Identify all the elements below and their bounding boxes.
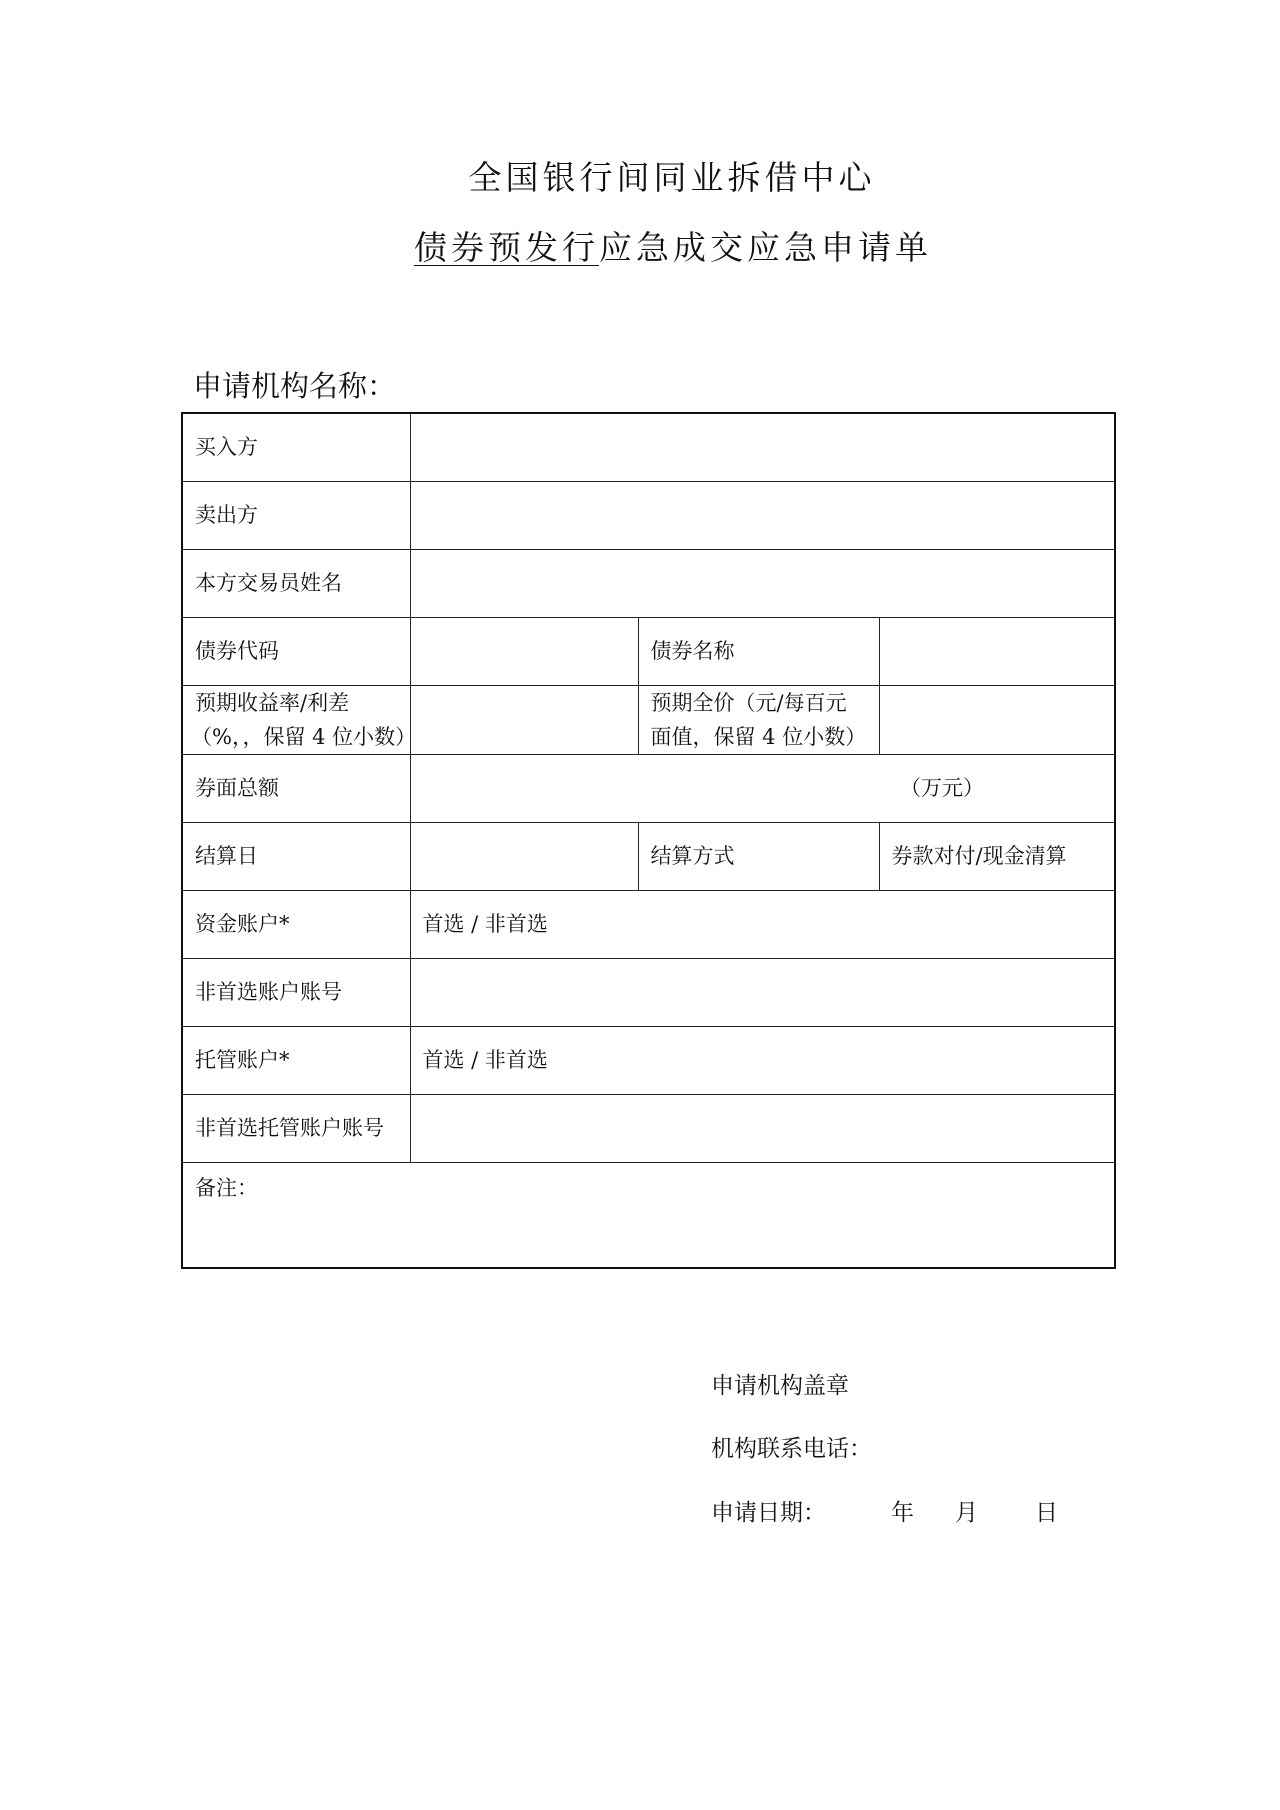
row-trader <box>182 549 1115 617</box>
application-date <box>711 1494 1058 1527</box>
settle-method-label: 结算方式 <box>638 822 879 890</box>
row-non-pref-custody <box>182 1094 1115 1162</box>
row-buyer <box>182 413 1115 481</box>
settle-method-value[interactable]: 券款对付/现金清算 <box>879 822 1115 890</box>
row-non-pref-account <box>182 958 1115 1026</box>
trader-name-label: 本方交易员姓名 <box>182 549 410 617</box>
month-label: 月 <box>955 1500 978 1526</box>
org-name-label: 申请机构名称： <box>193 369 397 403</box>
row-remarks <box>182 1162 1115 1268</box>
bond-code-label: 债券代码 <box>182 617 410 685</box>
title-underlined-part: 债券预发行 <box>414 228 599 267</box>
expected-price-field[interactable] <box>879 685 1115 754</box>
face-total-field[interactable] <box>410 754 1115 822</box>
settle-date-label: 结算日 <box>182 822 410 890</box>
expected-price-line1: 预期全价（元/每百元 <box>650 690 847 715</box>
expected-yield-line1: 预期收益率/利差 <box>195 690 350 715</box>
expected-yield-field[interactable] <box>410 685 638 754</box>
day-label: 日 <box>1035 1500 1058 1526</box>
row-face-total <box>182 754 1115 822</box>
row-settlement <box>182 822 1115 890</box>
row-expected <box>182 685 1115 754</box>
bond-name-field[interactable] <box>879 617 1115 685</box>
remarks-label: 备注： <box>195 1175 258 1200</box>
face-total-unit: （万元） <box>900 776 984 800</box>
remarks-field[interactable] <box>182 1162 1115 1268</box>
trader-name-field[interactable] <box>410 549 1115 617</box>
bond-code-field[interactable] <box>410 617 638 685</box>
seller-label: 卖出方 <box>182 481 410 549</box>
non-pref-custody-label: 非首选托管账户账号 <box>182 1094 410 1162</box>
title-line-1: 全国银行间同业拆借中心 <box>468 158 876 197</box>
row-fund-account <box>182 890 1115 958</box>
buyer-field[interactable] <box>410 413 1115 481</box>
phone-label: 机构联系电话： <box>711 1436 872 1462</box>
seal-label: 申请机构盖章 <box>711 1373 849 1399</box>
non-pref-custody-field[interactable] <box>410 1094 1115 1162</box>
custody-account-label: 托管账户* <box>182 1026 410 1094</box>
face-total-label: 券面总额 <box>182 754 410 822</box>
expected-yield-line2: （%，，保留 4 位小数） <box>191 724 417 749</box>
application-form-table <box>181 412 1116 1269</box>
buyer-label: 买入方 <box>182 413 410 481</box>
title-line-2 <box>0 222 1280 269</box>
expected-price-line2: 面值，保留 4 位小数） <box>650 724 867 749</box>
custody-account-options[interactable]: 首选 / 非首选 <box>410 1026 1115 1094</box>
expected-yield-label <box>182 685 417 754</box>
row-seller <box>182 481 1115 549</box>
row-custody-account <box>182 1026 1115 1094</box>
non-pref-account-field[interactable] <box>410 958 1115 1026</box>
seller-field[interactable] <box>410 481 1115 549</box>
fund-account-label: 资金账户* <box>182 890 410 958</box>
expected-price-label <box>638 685 879 754</box>
settle-date-field[interactable] <box>410 822 638 890</box>
bond-name-label: 债券名称 <box>638 617 879 685</box>
title-rest-part: 应急成交应急申请单 <box>599 228 932 267</box>
row-bond <box>182 617 1115 685</box>
non-pref-account-label: 非首选账户账号 <box>182 958 410 1026</box>
date-label: 申请日期： <box>711 1500 826 1526</box>
fund-account-options[interactable]: 首选 / 非首选 <box>410 890 1115 958</box>
year-label: 年 <box>891 1500 914 1526</box>
